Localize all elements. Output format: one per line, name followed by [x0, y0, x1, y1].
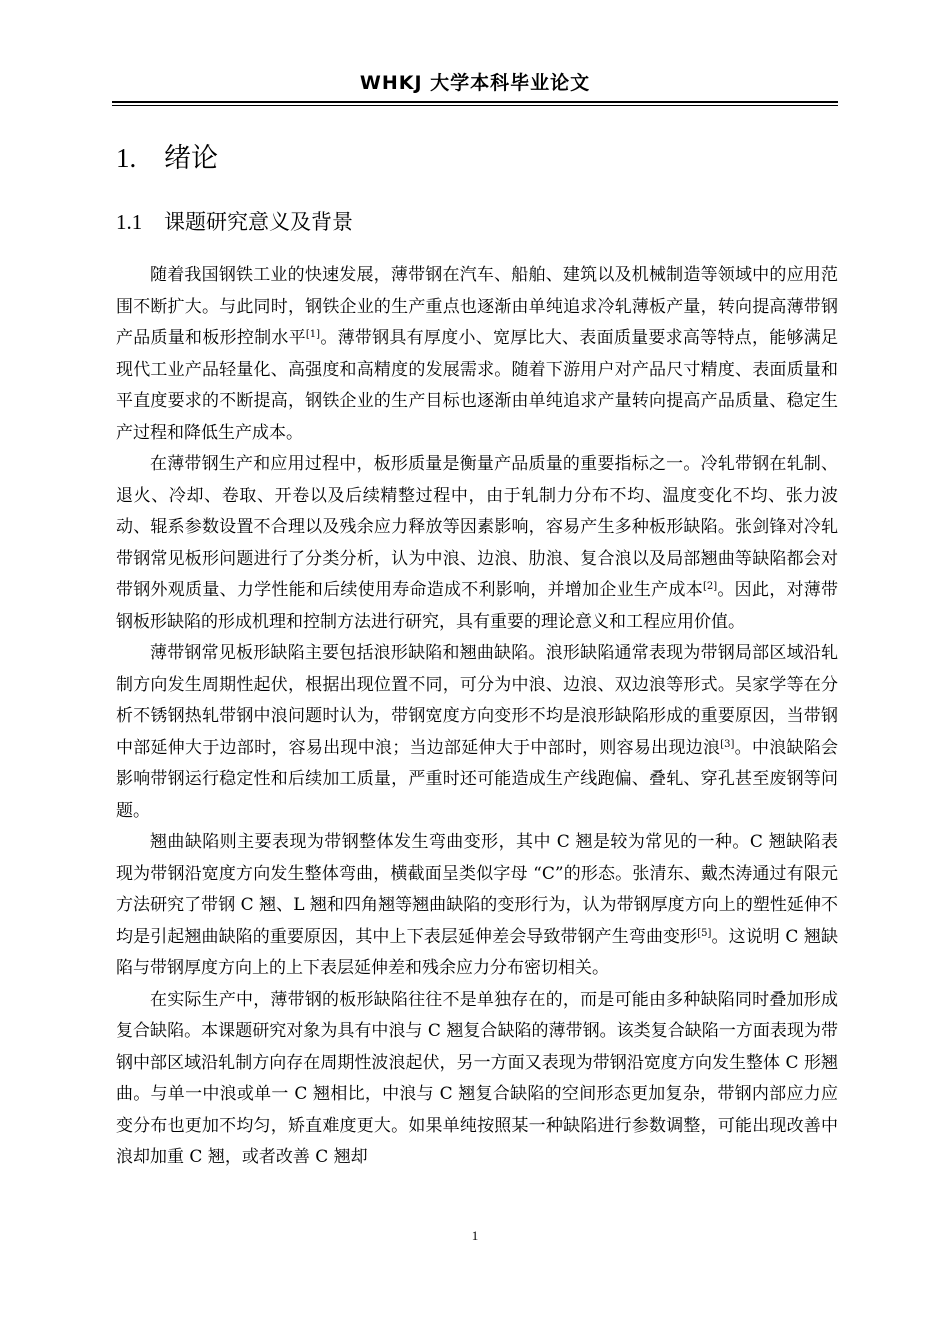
paragraph-text: 。因此，对薄带钢板形缺陷的形成机理和控制方法进行研究，具有重要的理论意义和工程应用价值。 — [116, 580, 839, 632]
paragraph — [116, 985, 838, 1174]
paragraph — [116, 638, 838, 827]
section-number: 1.1 — [116, 210, 143, 234]
paragraph-text: 在薄带钢生产和应用过程中，板形质量是衡量产品质量的重要指标之一。冷轧带钢在轧制、退火、冷却、卷取、开卷以及后续精整过程中，由于轧制力分布不均、温度变化不均、张力波动、辊系参数设置不合理以及残余应力释放等因素影响，容易产生多种板形缺陷。张剑锋对冷轧带钢常见板形问题进行了分类分析，认为中浪、边浪、肋浪、复合浪以及局部翘曲等缺陷都会对带钢外观质量、力学性能和后续使用寿命造成不利影响，并增加企业生产成本 — [116, 454, 838, 600]
citation: [5] — [697, 927, 712, 939]
page-number: 1 — [471, 1228, 479, 1243]
citation: [2] — [702, 581, 718, 592]
header-rule-thin — [112, 105, 838, 106]
chapter-heading — [116, 136, 218, 175]
section-title: 课题研究意义及背景 — [164, 210, 353, 234]
chapter-number: 1. — [116, 143, 137, 173]
header-rule-thick — [112, 101, 838, 103]
chapter-title: 绪论 — [164, 143, 218, 174]
paragraph-text: 在实际生产中，薄带钢的板形缺陷往往不是单独存在的，而是可能由多种缺陷同时叠加形成复合缺陷。本课题研究对象为具有中浪与 C 翘复合缺陷的薄带钢。该类复合缺陷一方面表现为带钢中部区域沿轧制方向存在周期性波浪起伏，另一方面又表现为带钢沿宽度方向发生整体 C 形翘曲。与单一中浪或单一 C 翘相比，中浪与 C 翘复合缺陷的空间形态更加复杂，带钢内部应力应变分布也更加不均匀，矫直难度更大。如果单纯按照某一种缺陷进行参数调整，可能出现改善中浪却加重 C 翘，或者改善 C 翘却 — [116, 989, 838, 1167]
paragraph-text: 翘曲缺陷则主要表现为带钢整体发生弯曲变形，其中 C 翘是较为常见的一种。C 翘缺陷表现为带钢沿宽度方向发生整体弯曲，横截面呈类似字母 “C”的形态。张清东、戴杰涛通过有限元方法研究了带钢 C 翘、L 翘和四角翘等翘曲缺陷的变形行为，认为带钢厚度方向上的塑性延伸不均是引起翘曲缺陷的重要原因，其中上下表层延伸差会导致带钢产生弯曲变形 — [116, 832, 838, 947]
paragraph-text: 随着我国钢铁工业的快速发展，薄带钢在汽车、船舶、建筑以及机械制造等领域中的应用范围不断扩大。与此同时，钢铁企业的生产重点也逐渐由单纯追求冷轧薄板产量，转向提高薄带钢产品质量和板形控制水平 — [116, 265, 838, 348]
citation: [1] — [305, 329, 321, 340]
paragraph — [116, 827, 838, 985]
paragraph-text: 薄带钢常见板形缺陷主要包括浪形缺陷和翘曲缺陷。浪形缺陷通常表现为带钢局部区域沿轧制方向发生周期性起伏，根据出现位置不同，可分为中浪、边浪、双边浪等形式。吴家学等在分析不锈钢热轧带钢中浪问题时认为，带钢宽度方向变形不均是浪形缺陷形成的重要原因，当带钢中部延伸大于边部时，容易出现中浪；当边部延伸大于中部时，则容易出现边浪 — [116, 643, 838, 758]
section-heading — [116, 206, 353, 236]
paragraph — [116, 449, 838, 638]
body-text — [116, 260, 838, 1174]
paragraph — [116, 260, 838, 449]
citation: [3] — [720, 738, 735, 750]
running-header: WHKJ 大学本科毕业论文 — [359, 72, 591, 94]
paragraph-text: 。中浪缺陷会影响带钢运行稳定性和后续加工质量，严重时还可能造成生产线跑偏、叠轧、穿孔甚至废钢等问题。 — [116, 737, 839, 821]
paragraph-text: 。薄带钢具有厚度小、宽厚比大、表面质量要求高等特点，能够满足现代工业产品轻量化、高强度和高精度的发展需求。随着下游用户对产品尺寸精度、表面质量和平直度要求的不断提高，钢铁企业的生产目标也逐渐由单纯追求产量转向提高产品质量、稳定生产过程和降低生产成本。 — [116, 328, 838, 443]
paragraph-text: 。这说明 C 翘缺陷与带钢厚度方向上的上下表层延伸差和残余应力分布密切相关。 — [116, 926, 838, 978]
